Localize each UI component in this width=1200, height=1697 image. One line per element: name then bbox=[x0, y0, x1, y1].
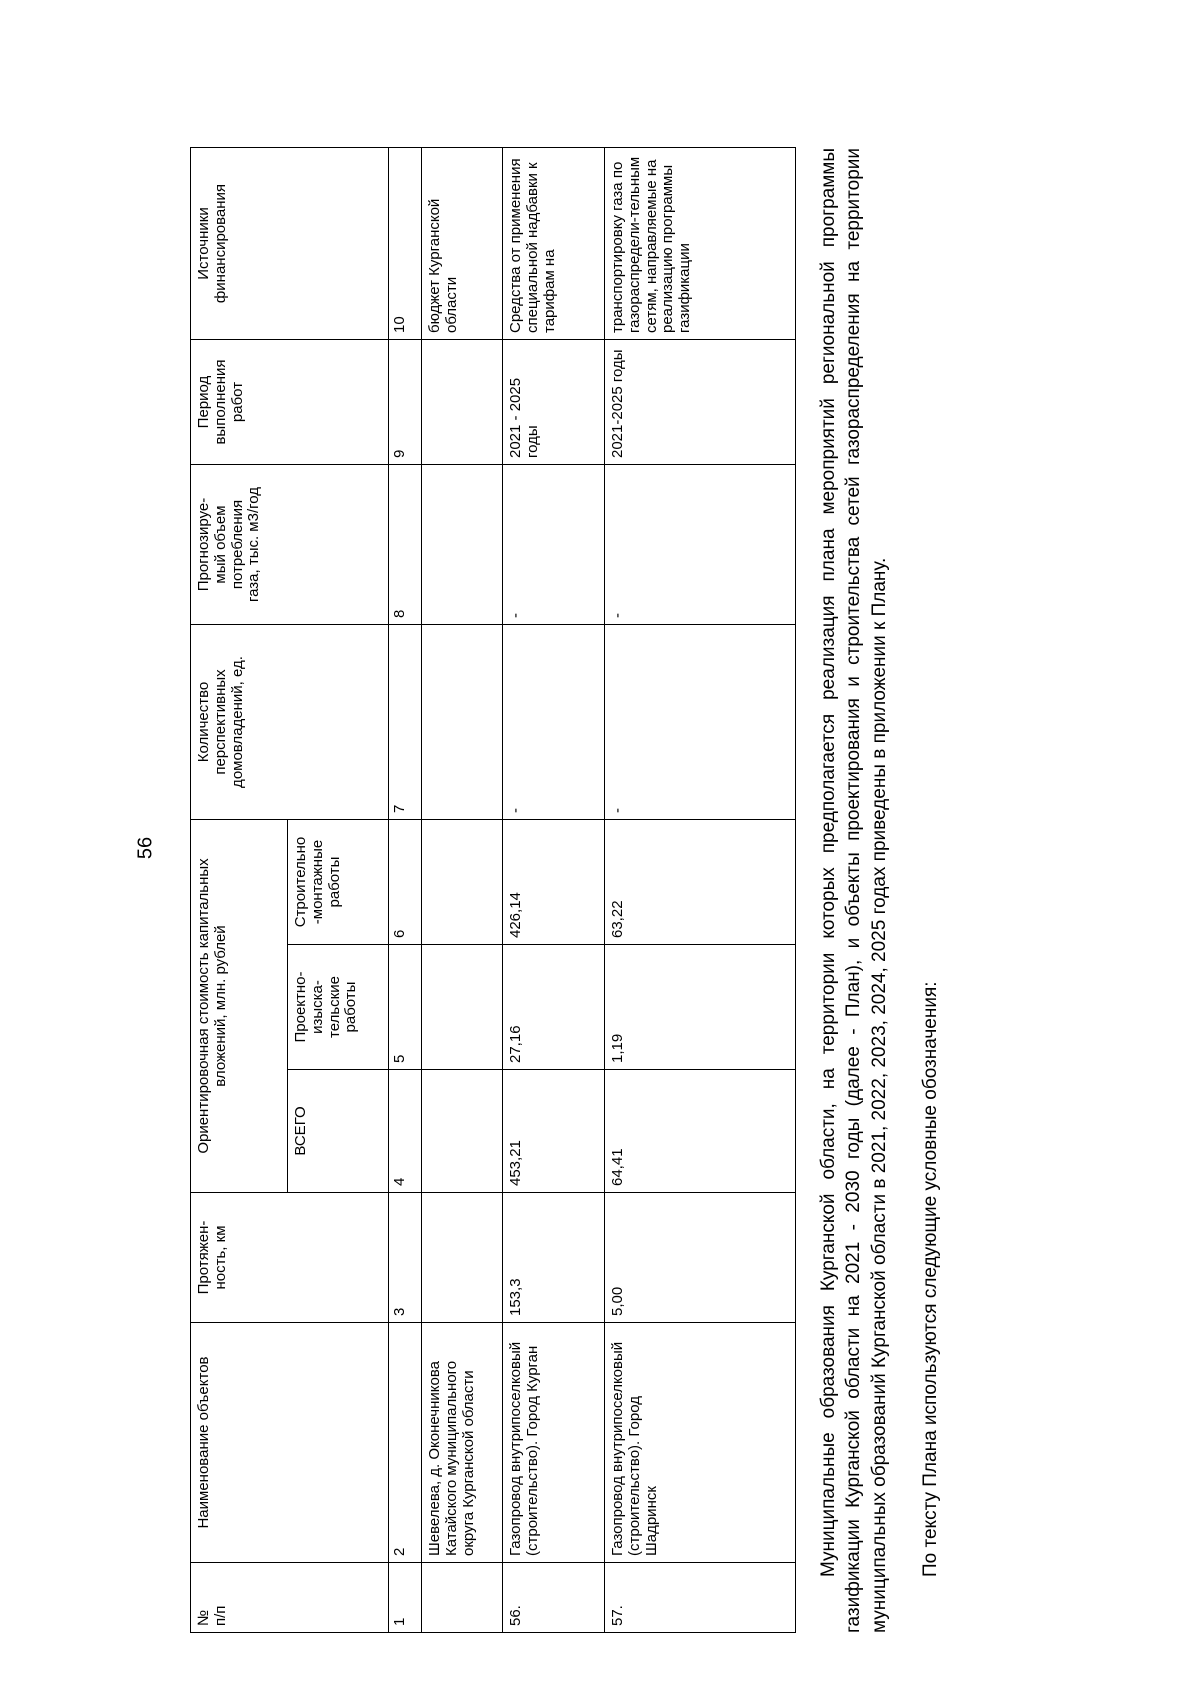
column-number: 2 bbox=[389, 1323, 422, 1563]
column-number: 8 bbox=[389, 465, 422, 625]
column-number: 7 bbox=[389, 625, 422, 820]
column-number: 6 bbox=[389, 820, 422, 945]
row-construction: 426,14 bbox=[503, 820, 605, 945]
row-design bbox=[422, 945, 503, 1070]
row-funding: бюджет Курганской области bbox=[422, 148, 503, 340]
header-total: ВСЕГО bbox=[288, 1070, 389, 1193]
row-length: 5,00 bbox=[605, 1193, 796, 1323]
rotated-page-content bbox=[190, 148, 1020, 1633]
row-construction: 63,22 bbox=[605, 820, 796, 945]
body-paragraph: Муниципальные образования Курганской области, на территории которых предполагается реализация плана мероприятий региональной программы газификации Курганской области на 2021 - 2030 годы (далее - План), и объекты проектирования и строительства сетей газораспределения на территории муниципальных образований Курганской области в 2021, 2022, 2023, 2024, 2025 годах приведены в приложении к Плану. bbox=[818, 148, 890, 1633]
row-design: 1,19 bbox=[605, 945, 796, 1070]
row-length: 153,3 bbox=[503, 1193, 605, 1323]
header-design: Проектно- изыска- тельские работы bbox=[288, 945, 389, 1070]
row-funding: Средства от применения специальной надбавки к тарифам на bbox=[503, 148, 605, 340]
column-number: 1 bbox=[389, 1563, 422, 1633]
gasification-objects-table bbox=[190, 147, 796, 1633]
row-length bbox=[422, 1193, 503, 1323]
table-row bbox=[422, 148, 503, 1633]
table-row bbox=[503, 148, 605, 1633]
row-total: 64,41 bbox=[605, 1070, 796, 1193]
row-name: Газопровод внутрипоселковый (строительство). Город Курган bbox=[503, 1323, 605, 1563]
header-period: Период выполнения работ bbox=[191, 340, 389, 465]
row-name: Газопровод внутрипоселковый (строительство). Город Шадринск bbox=[605, 1323, 796, 1563]
column-number: 4 bbox=[389, 1070, 422, 1193]
row-num: 56. bbox=[503, 1563, 605, 1633]
row-name: Шевелева, д. Оконечникова Катайского муниципального округа Курганской области bbox=[422, 1323, 503, 1563]
header-cost-group: Ориентировочная стоимость капитальных вложений, млн. рублей bbox=[191, 820, 288, 1193]
column-number: 3 bbox=[389, 1193, 422, 1323]
row-design: 27,16 bbox=[503, 945, 605, 1070]
row-construction bbox=[422, 820, 503, 945]
row-total bbox=[422, 1070, 503, 1193]
row-num bbox=[422, 1563, 503, 1633]
row-households bbox=[422, 625, 503, 820]
header-volume: Прогнозируе- мый объем потребления газа, тыс. м3/год bbox=[191, 465, 389, 625]
table-header-row bbox=[191, 148, 288, 1633]
row-volume: - bbox=[605, 465, 796, 625]
row-volume bbox=[422, 465, 503, 625]
row-period: 2021-2025 годы bbox=[605, 340, 796, 465]
row-households: - bbox=[605, 625, 796, 820]
row-period bbox=[422, 340, 503, 465]
row-funding: транспортировку газа по газораспредели-тельным сетям, направляемые на реализацию программы газификации bbox=[605, 148, 796, 340]
header-length: Протяжен- ность, км bbox=[191, 1193, 389, 1323]
header-name: Наименование объектов bbox=[191, 1323, 389, 1563]
row-num: 57. bbox=[605, 1563, 796, 1633]
column-numbers-row bbox=[389, 148, 422, 1633]
column-number: 5 bbox=[389, 945, 422, 1070]
row-total: 453,21 bbox=[503, 1070, 605, 1193]
row-volume: - bbox=[503, 465, 605, 625]
table-row bbox=[605, 148, 796, 1633]
header-construction: Строительно -монтажные работы bbox=[288, 820, 389, 945]
header-num: № п/п bbox=[191, 1563, 389, 1633]
column-number: 9 bbox=[389, 340, 422, 465]
header-households: Количество перспективных домовладений, ед. bbox=[191, 625, 389, 820]
row-period: 2021 - 2025 годы bbox=[503, 340, 605, 465]
row-households: - bbox=[503, 625, 605, 820]
legend-intro: По тексту Плана используются следующие условные обозначения: bbox=[919, 981, 941, 1577]
column-number: 10 bbox=[389, 148, 422, 340]
page-number: 56 bbox=[134, 836, 157, 860]
header-funding: Источники финансирования bbox=[191, 148, 389, 340]
